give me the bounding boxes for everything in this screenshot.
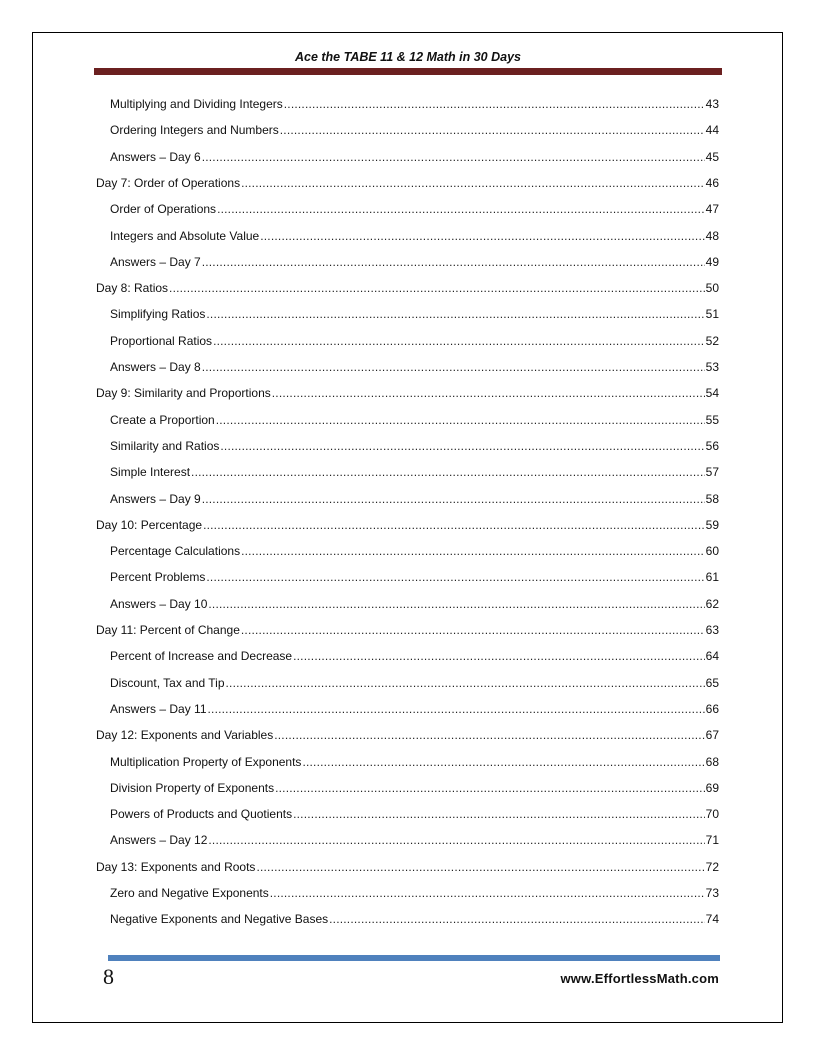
toc-entry-page: 71 (705, 833, 719, 848)
toc-entry-page: 57 (705, 465, 719, 480)
toc-entry-label: Multiplying and Dividing Integers (110, 97, 283, 111)
toc-section-entry[interactable] (110, 780, 719, 796)
toc-entry-label: Day 8: Ratios (96, 281, 169, 296)
toc-dot-leader (275, 780, 705, 796)
toc-entry-page: 49 (705, 254, 719, 269)
toc-entry-label: Discount, Tax and Tip (110, 675, 225, 690)
toc-section-entry[interactable] (110, 569, 719, 585)
toc-section-entry[interactable] (110, 438, 719, 454)
toc-entry-page: 56 (705, 438, 719, 453)
toc-entry-page: 50 (705, 281, 719, 296)
website-url: www.EffortlessMath.com (560, 971, 719, 986)
toc-entry-page: 53 (705, 360, 719, 374)
toc-dot-leader (241, 175, 705, 191)
toc-dot-leader (202, 149, 705, 165)
toc-entry-page: 44 (705, 123, 719, 138)
toc-entry-page: 48 (705, 228, 719, 243)
toc-dot-leader (274, 727, 704, 743)
toc-entry-label: Percentage Calculations (110, 544, 241, 559)
toc-section-entry[interactable] (110, 306, 719, 322)
toc-entry-page: 67 (705, 728, 719, 743)
toc-section-entry[interactable] (110, 806, 719, 822)
toc-entry-page: 65 (705, 675, 719, 690)
toc-chapter-entry[interactable] (96, 859, 719, 875)
toc-dot-leader (169, 280, 705, 296)
toc-entry-label: Negative Exponents and Negative Bases (110, 912, 329, 927)
toc-entry-page: 69 (705, 780, 719, 795)
toc-dot-leader (293, 648, 705, 664)
toc-entry-label: Zero and Negative Exponents (110, 886, 269, 900)
toc-dot-leader (241, 543, 705, 559)
toc-entry-page: 70 (705, 807, 719, 822)
toc-entry-page: 72 (705, 859, 719, 874)
toc-dot-leader (206, 306, 704, 322)
toc-entry-page: 61 (705, 570, 719, 585)
toc-entry-label: Create a Proportion (110, 412, 215, 427)
toc-entry-label: Simplifying Ratios (110, 307, 206, 322)
toc-dot-leader (226, 675, 705, 691)
toc-entry-label: Day 12: Exponents and Variables (96, 728, 274, 743)
toc-section-entry[interactable] (110, 754, 719, 770)
toc-dot-leader (270, 885, 705, 901)
toc-entry-label: Answers – Day 11 (110, 701, 207, 716)
toc-entry-label: Answers – Day 12 (110, 833, 208, 848)
toc-entry-page: 66 (705, 701, 719, 716)
toc-section-entry[interactable] (110, 675, 719, 691)
toc-entry-page: 68 (705, 754, 719, 769)
toc-entry-page: 54 (705, 386, 719, 401)
toc-section-entry[interactable] (110, 96, 719, 112)
toc-chapter-entry[interactable] (96, 385, 719, 401)
toc-section-entry[interactable] (110, 464, 719, 480)
toc-entry-label: Day 13: Exponents and Roots (96, 859, 256, 874)
toc-entry-label: Powers of Products and Quotients (110, 807, 293, 822)
toc-dot-leader (191, 464, 705, 480)
toc-entry-label: Division Property of Exponents (110, 780, 275, 795)
toc-entry-page: 62 (705, 596, 719, 611)
toc-dot-leader (202, 491, 705, 507)
toc-dot-leader (272, 385, 705, 401)
toc-section-entry[interactable] (110, 333, 719, 349)
toc-section-entry[interactable] (110, 412, 719, 428)
toc-section-entry[interactable] (110, 701, 719, 717)
toc-entry-page: 52 (705, 333, 719, 348)
toc-dot-leader (203, 517, 705, 533)
toc-entry-label: Day 7: Order of Operations (96, 175, 241, 190)
toc-entry-page: 45 (705, 149, 719, 164)
toc-entry-page: 55 (705, 412, 719, 427)
toc-entry-page: 47 (705, 202, 719, 217)
toc-dot-leader (329, 911, 705, 927)
footer-rule (108, 955, 720, 961)
toc-section-entry[interactable] (110, 911, 719, 927)
toc-entry-page: 73 (705, 886, 719, 900)
toc-dot-leader (213, 333, 705, 349)
toc-dot-leader (206, 569, 704, 585)
toc-entry-label: Answers – Day 10 (110, 596, 208, 611)
toc-dot-leader (217, 201, 705, 217)
toc-section-entry[interactable] (110, 543, 719, 559)
toc-entry-label: Percent Problems (110, 570, 206, 585)
toc-entry-label: Order of Operations (110, 202, 217, 217)
toc-dot-leader (260, 228, 704, 244)
toc-entry-label: Day 10: Percentage (96, 517, 203, 532)
toc-section-entry[interactable] (110, 491, 719, 507)
toc-dot-leader (241, 622, 705, 638)
toc-entry-label: Multiplication Property of Exponents (110, 754, 302, 769)
toc-chapter-entry[interactable] (96, 175, 719, 191)
toc-section-entry[interactable] (110, 885, 719, 901)
toc-chapter-entry[interactable] (96, 622, 719, 638)
running-header-title: Ace the TABE 11 & 12 Math in 30 Days (294, 50, 521, 64)
toc-entry-page: 43 (705, 97, 719, 111)
toc-dot-leader (302, 754, 704, 770)
toc-dot-leader (293, 806, 705, 822)
toc-entry-label: Percent of Increase and Decrease (110, 649, 293, 664)
toc-entry-label: Answers – Day 6 (110, 149, 201, 164)
toc-entry-label: Integers and Absolute Value (110, 228, 260, 243)
toc-entry-page: 60 (705, 544, 719, 559)
toc-dot-leader (216, 412, 705, 428)
toc-entry-page: 51 (705, 307, 719, 322)
toc-entry-page: 64 (705, 649, 719, 664)
toc-dot-leader (280, 122, 705, 138)
toc-dot-leader (208, 832, 704, 848)
toc-entry-label: Answers – Day 8 (110, 360, 201, 374)
toc-entry-label: Simple Interest (110, 465, 191, 480)
toc-entry-label: Day 9: Similarity and Proportions (96, 386, 271, 401)
toc-chapter-entry[interactable] (96, 727, 719, 743)
page-number: 8 (103, 964, 114, 989)
toc-section-entry[interactable] (110, 254, 719, 270)
toc-dot-leader (202, 254, 705, 270)
toc-entry-label: Answers – Day 7 (110, 254, 201, 269)
toc-section-entry[interactable] (110, 596, 719, 612)
toc-dot-leader (208, 701, 705, 717)
toc-entry-label: Day 11: Percent of Change (96, 623, 240, 637)
toc-entry-label: Similarity and Ratios (110, 438, 220, 453)
toc-section-entry[interactable] (110, 201, 719, 217)
toc-chapter-entry[interactable] (96, 517, 719, 533)
toc-entry-label: Proportional Ratios (110, 333, 213, 348)
toc-section-entry[interactable] (110, 122, 719, 138)
toc-dot-leader (202, 359, 705, 375)
toc-dot-leader (208, 596, 704, 612)
toc-dot-leader (220, 438, 704, 454)
toc-entry-label: Answers – Day 9 (110, 491, 201, 506)
toc-entry-page: 46 (705, 175, 719, 190)
toc-dot-leader (284, 96, 705, 112)
toc-entry-page: 63 (705, 623, 719, 637)
toc-entry-label: Ordering Integers and Numbers (110, 123, 279, 138)
toc-entry-page: 74 (705, 912, 719, 927)
toc-entry-page: 59 (705, 517, 719, 532)
toc-section-entry[interactable] (110, 359, 719, 375)
toc-entry-page: 58 (705, 491, 719, 506)
toc-chapter-entry[interactable] (96, 280, 719, 296)
toc-section-entry[interactable] (110, 149, 719, 165)
toc-dot-leader (256, 859, 704, 875)
toc-section-entry[interactable] (110, 228, 719, 244)
toc-section-entry[interactable] (110, 648, 719, 664)
toc-section-entry[interactable] (110, 832, 719, 848)
